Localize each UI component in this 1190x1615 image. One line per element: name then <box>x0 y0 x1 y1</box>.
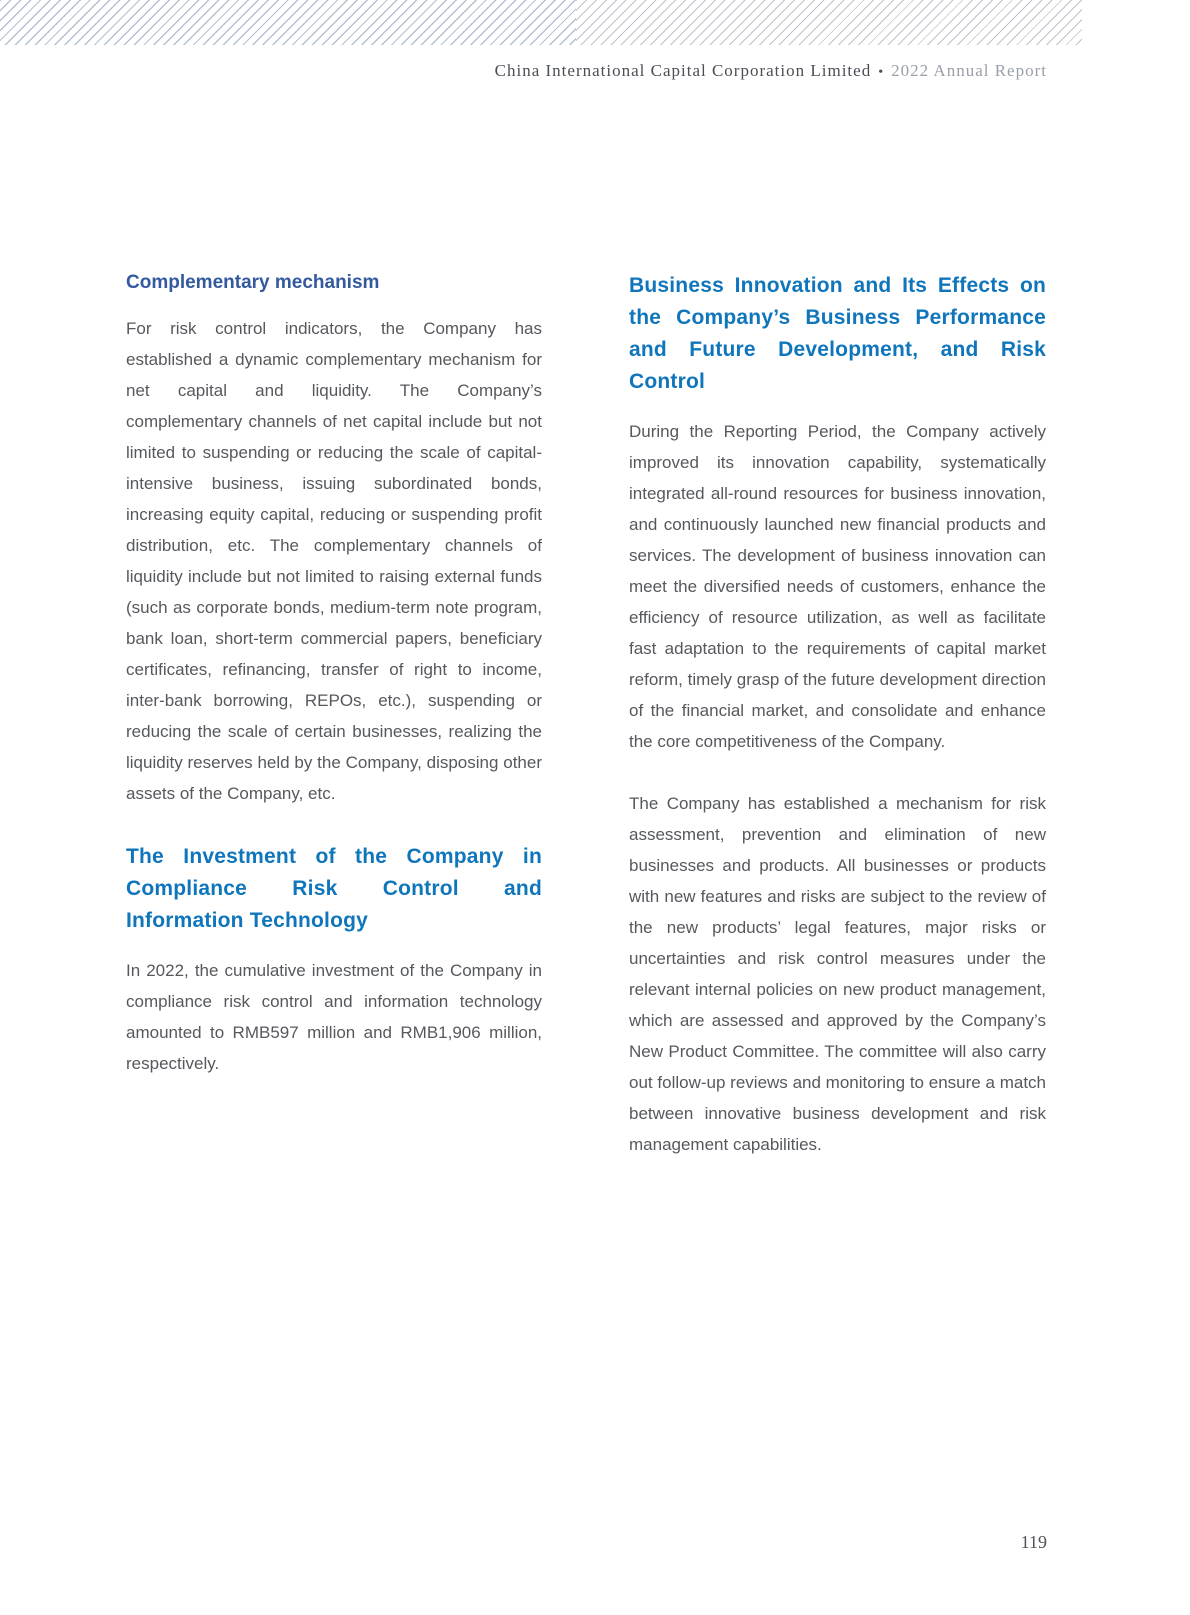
section-heading-investment-compliance: The Investment of the Company in Compliance Risk Control and Information Technology <box>126 845 542 932</box>
page-number: 119 <box>1020 1532 1047 1552</box>
header-bullet-separator: • <box>878 65 885 80</box>
paragraph-business-innovation-1: During the Reporting Period, the Company actively improved its innovation capability, systematically integrated all-round resources for business innovation, and continuously launched new financial products and services. The development of business innovation can meet the diversified needs of customers, enhance the efficiency of resource utilization, as well as facilitate fast adaptation to the requirements of capital market reform, timely grasp of the future development direction of the financial market, and consolidate and enhance the core competitiveness of the Company. <box>629 422 1046 751</box>
paragraph-complementary-mechanism: For risk control indicators, the Company has established a dynamic complementary mechanism for net capital and liquidity. The Company’s complementary channels of net capital include but not limited to suspending or reducing the scale of capital-intensive business, issuing subordinated bonds, increasing equity capital, reducing or suspending profit distribution, etc. The complementary channels of liquidity include but not limited to raising external funds (such as corporate bonds, medium-term note program, bank loan, short-term commercial papers, beneficiary certificates, refinancing, transfer of right to income, inter-bank borrowing, REPOs, etc.), suspending or reducing the scale of certain businesses, realizing the liquidity reserves held by the Company, disposing other assets of the Company, etc. <box>126 319 542 803</box>
hatch-pattern-right <box>576 0 1082 45</box>
subheading-complementary-mechanism: Complementary mechanism <box>126 272 380 293</box>
section-heading-business-innovation: Business Innovation and Its Effects on the Company’s Business Performance and Future Development, and Risk Control <box>629 274 1046 393</box>
running-header <box>0 61 1047 81</box>
hatch-banner <box>0 0 1082 45</box>
left-column <box>126 270 542 1079</box>
header-company-name: China International Capital Corporation Limited <box>494 61 872 80</box>
hatch-pattern-left <box>0 0 576 45</box>
paragraph-business-innovation-2: The Company has established a mechanism for risk assessment, prevention and elimination of new businesses and products. All businesses or products with new features and risks are subject to the review of the new products’ legal features, major risks or uncertainties and risk control measures under the relevant internal policies on new product management, which are assessed and approved by the Company’s New Product Committee. The committee will also carry out follow-up reviews and monitoring to ensure a match between innovative business development and risk management capabilities. <box>629 794 1046 1154</box>
right-column <box>629 270 1046 1160</box>
header-report-title: 2022 Annual Report <box>891 61 1047 80</box>
paragraph-investment-compliance: In 2022, the cumulative investment of the Company in compliance risk control and information technology amounted to RMB597 million and RMB1,906 million, respectively. <box>126 961 542 1073</box>
